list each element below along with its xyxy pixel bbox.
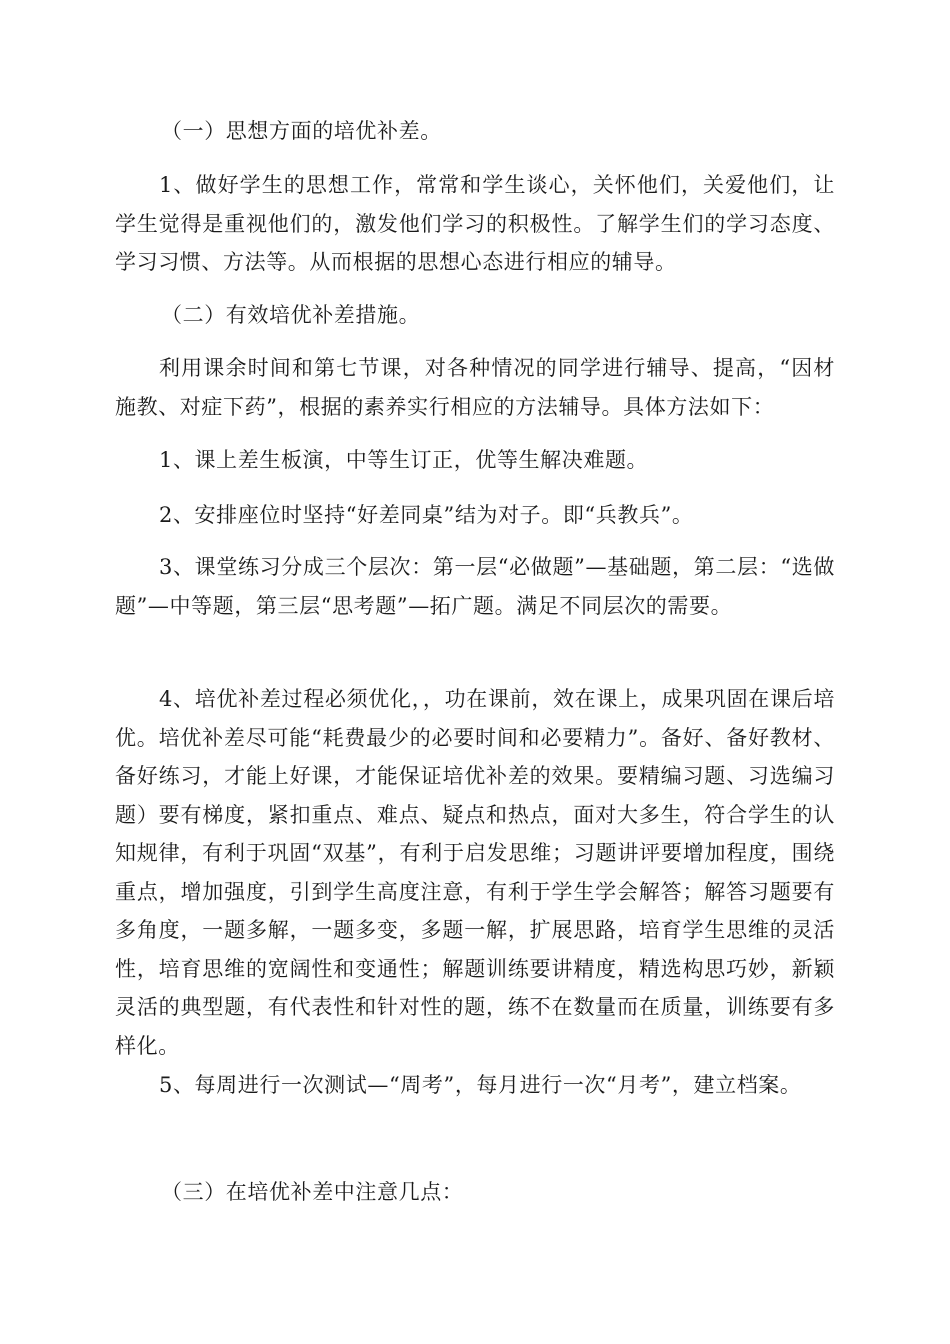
section-heading-1: （一）思想方面的培优补差。 xyxy=(161,119,442,143)
paragraph-4: 2、安排座位时坚持“好差同桌”结为对子。即“兵教兵”。 xyxy=(159,503,694,527)
paragraph-7: 5、每周进行一次测试—“周考”，每月进行一次“月考”，建立档案。 xyxy=(159,1073,802,1097)
paragraph-5: 3、课堂练习分成三个层次：第一层“必做题”—基础题，第二层：“选做题”—中等题，第三层“思考题”—拓广题。满足不同层次的需要。 xyxy=(115,555,835,618)
paragraph-3: 1、课上差生板演，中等生订正，优等生解决难题。 xyxy=(159,448,649,472)
paragraph-2: 利用课余时间和第七节课，对各种情况的同学进行辅导、提高，“因材施教、对症下药”，根据的素养实行相应的方法辅导。具体方法如下： xyxy=(115,356,835,419)
paragraph-1: 1、做好学生的思想工作，常常和学生谈心，关怀他们，关爱他们，让学生觉得是重视他们的，激发他们学习的积极性。了解学生们的学习态度、学习习惯、方法等。从而根据的思想心态进行相应的辅导。 xyxy=(115,173,835,274)
section-heading-2: （二）有效培优补差措施。 xyxy=(161,303,421,327)
paragraph-6: 4、培优补差过程必须优化，，功在课前，效在课上，成果巩固在课后培优。培优补差尽可能“耗费最少的必要时间和必要精力”。备好、备好教材、备好练习，才能上好课，才能保证培优补差的效果。要精编习题、习选编习题）要有梯度，紧扣重点、难点、疑点和热点，面对大多生，符合学生的认知规律，有利于巩固“双基”，有利于启发思维；习题讲评要增加程度，围绕重点，增加强度，引到学生高度注意，有利于学生学会解答；解答习题要有多角度，一题多解，一题多变，多题一解，扩展思路，培育学生思维的灵活性，培育思维的宽阔性和变通性；解题训练要讲精度，精选构思巧妙，新颖灵活的典型题，有代表性和针对性的题，练不在数量而在质量，训练要有多样化。 xyxy=(115,687,835,1058)
section-heading-3: （三）在培优补差中注意几点： xyxy=(161,1180,464,1204)
